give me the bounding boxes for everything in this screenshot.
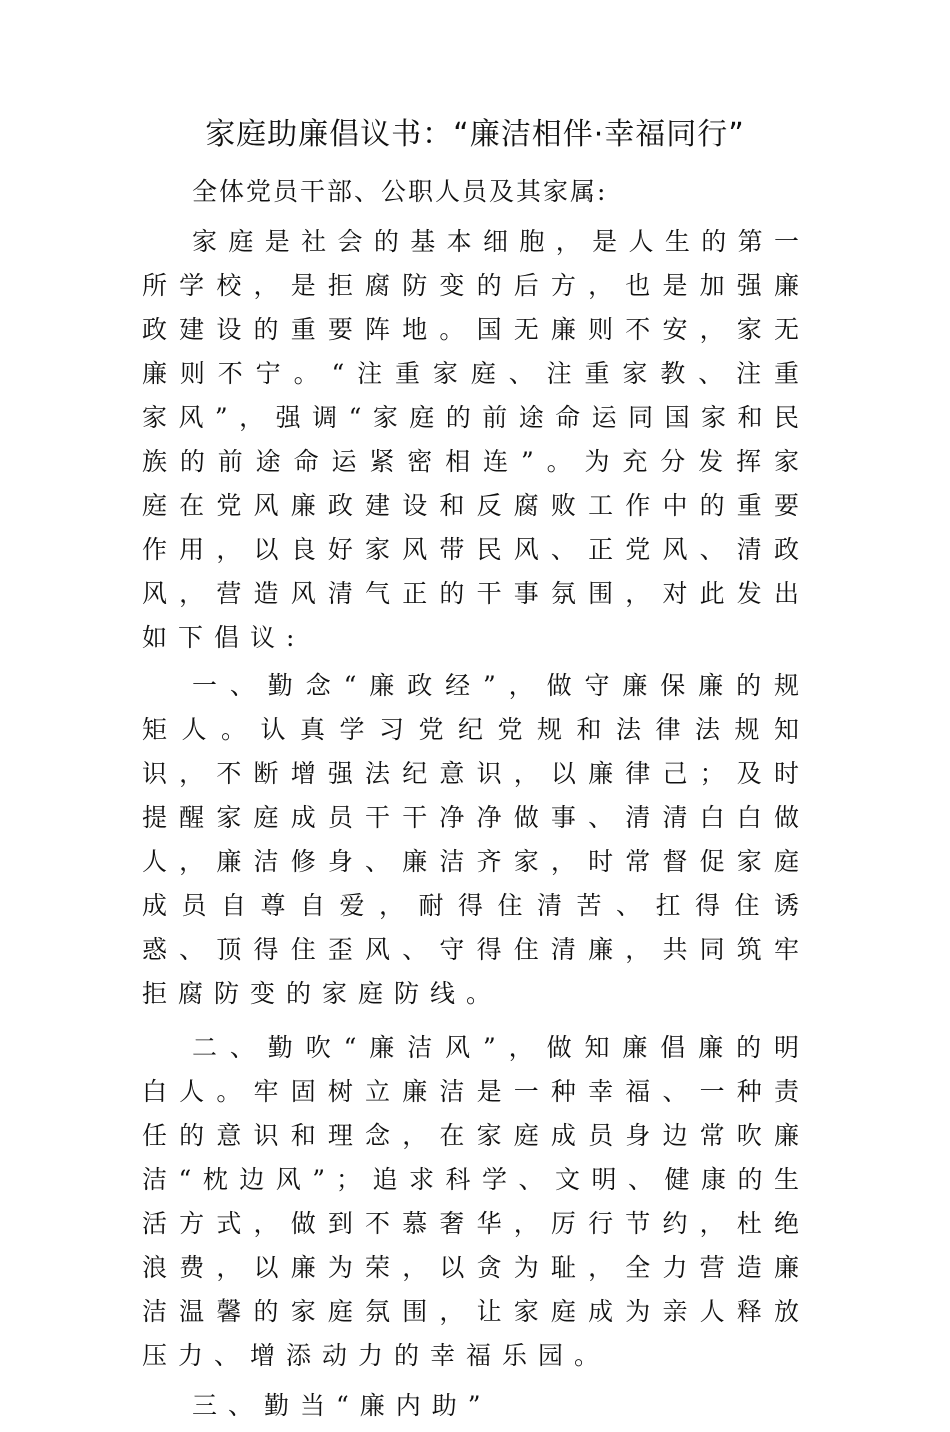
document-body <box>142 170 810 1432</box>
proposal-item-2: 二、勤吹“廉洁风”，做知廉倡廉的明白人。牢固树立廉洁是一种幸福、一种责任的意识和理念，在家庭成员身边常吹廉洁“枕边风”；追求科学、文明、健康的生活方式，做到不慕奢华，厉行节约，杜绝浪费，以廉为荣，以贪为耻，全力营造廉洁温馨的家庭氛围，让家庭成为亲人释放压力、增添动力的幸福乐园。 <box>142 1033 810 1370</box>
proposal-item-1: 一、勤念“廉政经”，做守廉保廉的规矩人。认真学习党纪党规和法律法规知识，不断增强法纪意识，以廉律己；及时提醒家庭成员干干净净做事、清清白白做人，廉洁修身、廉洁齐家，时常督促家庭成员自尊自爱，耐得住清苦、扛得住诱惑、顶得住歪风、守得住清廉，共同筑牢拒腐防变的家庭防线。 <box>142 671 810 1008</box>
proposal-item-3: 三、勤当“廉内助” <box>192 1391 492 1420</box>
greeting-line: 全体党员干部、公职人员及其家属: <box>192 177 608 206</box>
document-title: 家庭助廉倡议书：“廉洁相伴·幸福同行” <box>205 117 745 152</box>
intro-paragraph: 家庭是社会的基本细胞，是人生的第一所学校，是拒腐防变的后方，也是加强廉政建设的重要阵地。国无廉则不安，家无廉则不宁。“注重家庭、注重家教、注重家风”，强调“家庭的前途命运同国家和民族的前途命运紧密相连”。为充分发挥家庭在党风廉政建设和反腐败工作中的重要作用，以良好家风带民风、正党风、清政风，营造风清气正的干事氛围，对此发出如下倡议: <box>142 227 810 652</box>
